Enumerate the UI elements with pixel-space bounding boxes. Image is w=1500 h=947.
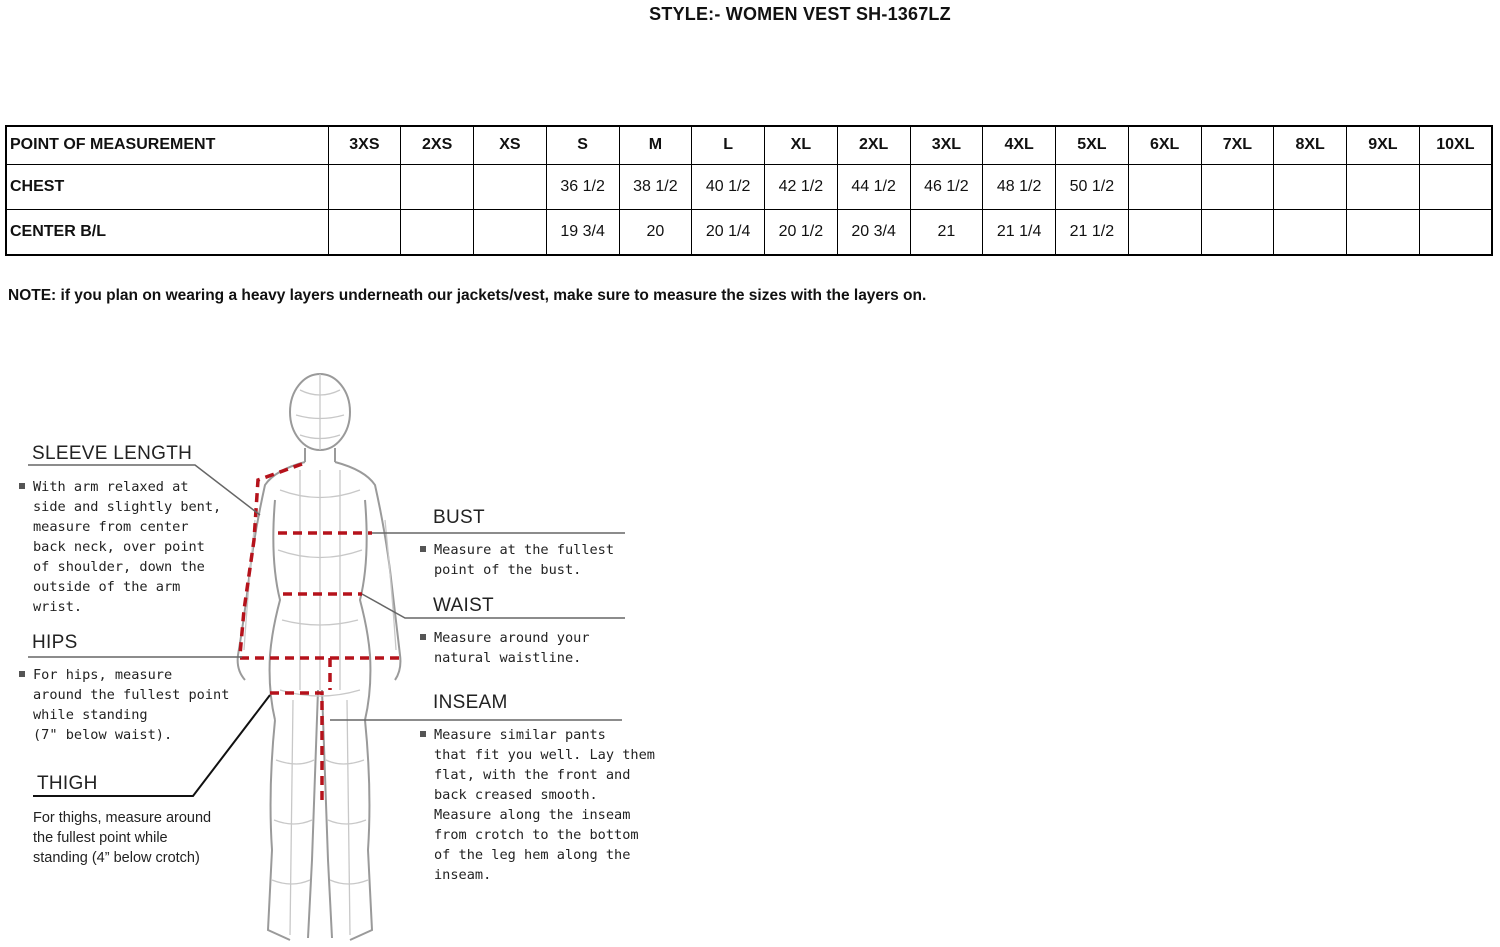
size-chart-table (5, 125, 1493, 256)
measurement-guide (0, 360, 660, 947)
column-header-size: 3XS (328, 126, 401, 164)
measurement-cell: 20 1/2 (765, 209, 838, 255)
column-header-size: 5XL (1056, 126, 1129, 164)
waist-description: Measure around your natural waistline. (434, 628, 590, 668)
measurement-cell (1201, 164, 1274, 209)
bullet-icon (19, 483, 25, 489)
measurement-cell: 46 1/2 (910, 164, 983, 209)
column-header-size: 9XL (1347, 126, 1420, 164)
hips-label: HIPS (32, 632, 78, 653)
measurement-cell: 40 1/2 (692, 164, 765, 209)
inseam-description: Measure similar pants that fit you well. Lay them flat, with the front and back creased smooth. Measure along the inseam from crotch to the bottom of the leg hem along the inseam. (434, 725, 655, 885)
measurement-cell: 20 1/4 (692, 209, 765, 255)
measurement-cell (328, 164, 401, 209)
measurement-cell: 20 (619, 209, 692, 255)
column-header-size: 2XL (837, 126, 910, 164)
column-header-size: 2XS (401, 126, 474, 164)
thigh-label: THIGH (37, 773, 98, 794)
measurement-cell (1274, 164, 1347, 209)
bust-label: BUST (433, 507, 485, 528)
measurement-cell (1201, 209, 1274, 255)
measurement-cell: 48 1/2 (983, 164, 1056, 209)
measurement-cell: 21 1/2 (1056, 209, 1129, 255)
measurement-cell: 21 (910, 209, 983, 255)
measurement-cell (474, 164, 547, 209)
column-header-size: XL (765, 126, 838, 164)
column-header-size: XS (474, 126, 547, 164)
measurement-cell: 42 1/2 (765, 164, 838, 209)
row-label-cell: CENTER B/L (6, 209, 328, 255)
inseam-label: INSEAM (433, 692, 508, 713)
bust-description: Measure at the fullest point of the bust. (434, 540, 614, 580)
measurement-cell: 50 1/2 (1056, 164, 1129, 209)
column-header-size: M (619, 126, 692, 164)
waist-label: WAIST (433, 595, 494, 616)
row-label-cell: CHEST (6, 164, 328, 209)
measurement-cell (1419, 209, 1492, 255)
bullet-icon (420, 731, 426, 737)
measurement-cell (401, 164, 474, 209)
table-row (6, 209, 1492, 255)
column-header-size: L (692, 126, 765, 164)
measurement-cell (1419, 164, 1492, 209)
layering-note: NOTE: if you plan on wearing a heavy layers underneath our jackets/vest, make sure to measure the sizes with the layers on. (8, 287, 927, 304)
sleeve-length-label: SLEEVE LENGTH (32, 443, 193, 464)
column-header-size: 10XL (1419, 126, 1492, 164)
column-header-size: 3XL (910, 126, 983, 164)
bullet-icon (19, 671, 25, 677)
page-title: STYLE:- WOMEN VEST SH-1367LZ (649, 4, 951, 24)
measurement-cell (1128, 164, 1201, 209)
sleeve-length-description: With arm relaxed at side and slightly bent, measure from center back neck, over point of shoulder, down the outside of the arm wrist. (33, 477, 221, 617)
column-header-size: 7XL (1201, 126, 1274, 164)
bullet-icon (420, 634, 426, 640)
table-row (6, 164, 1492, 209)
measurement-cell (1128, 209, 1201, 255)
column-header-size: 8XL (1274, 126, 1347, 164)
hips-description: For hips, measure around the fullest point while standing (7" below waist). (33, 665, 229, 745)
bullet-icon (420, 546, 426, 552)
table-header-row (6, 126, 1492, 164)
measurement-cell: 38 1/2 (619, 164, 692, 209)
measurement-cell (1347, 209, 1420, 255)
measurement-cell (1274, 209, 1347, 255)
thigh-description: For thighs, measure around the fullest point while standing (4” below crotch) (33, 810, 212, 866)
measurement-cell: 21 1/4 (983, 209, 1056, 255)
column-header-size: 4XL (983, 126, 1056, 164)
measurement-cell: 20 3/4 (837, 209, 910, 255)
measurement-cell (328, 209, 401, 255)
measurement-cell: 19 3/4 (546, 209, 619, 255)
column-header-size: S (546, 126, 619, 164)
measurement-cell: 44 1/2 (837, 164, 910, 209)
measurement-cell (474, 209, 547, 255)
measurement-cell (401, 209, 474, 255)
measurement-cell (1347, 164, 1420, 209)
column-header-point-of-measurement: POINT OF MEASUREMENT (6, 126, 328, 164)
measurement-cell: 36 1/2 (546, 164, 619, 209)
column-header-size: 6XL (1128, 126, 1201, 164)
